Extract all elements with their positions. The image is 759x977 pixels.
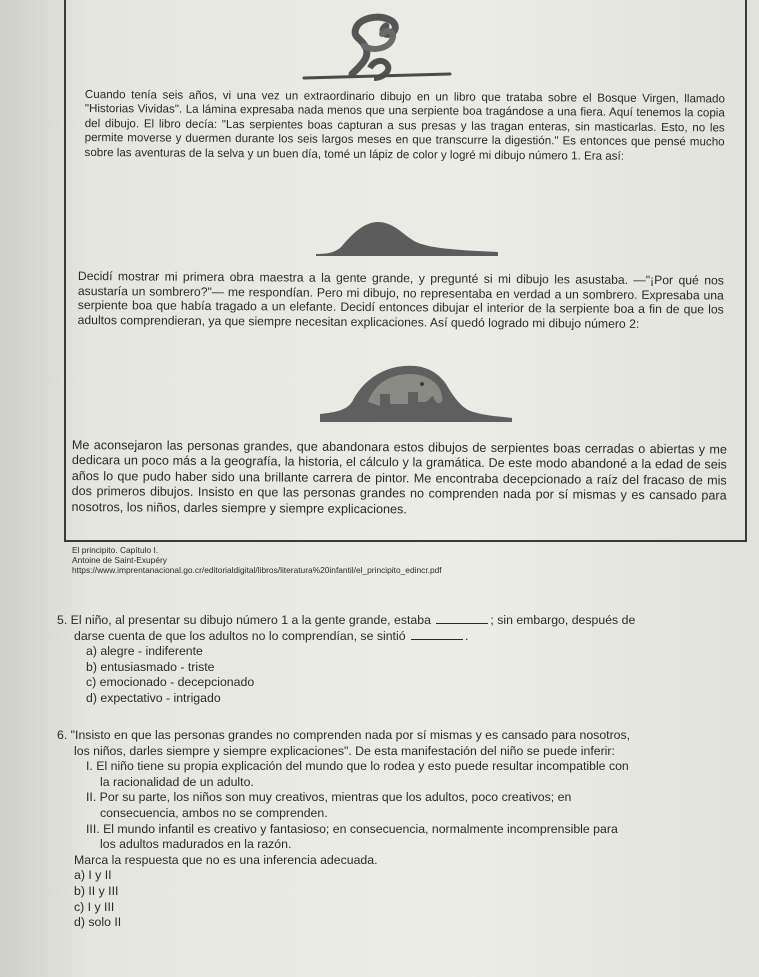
question-5-blank-2 bbox=[411, 629, 463, 640]
question-6-instruction: Marca la respuesta que no es una inferencia adecuada. bbox=[74, 852, 378, 867]
citation-author: Antoine de Saint-Exupéry bbox=[72, 555, 167, 565]
citation bbox=[72, 545, 752, 575]
question-5-stem-line-1 bbox=[57, 613, 747, 629]
citation-work: El principito. Capítulo I. bbox=[72, 545, 159, 555]
question-6-option-d: d) solo II bbox=[74, 915, 122, 930]
question-6-statement-3: III. El mundo infantil es creativo y fantasioso; en consecuencia, normalmente incomprensible para bbox=[86, 821, 618, 836]
question-5 bbox=[57, 613, 747, 707]
question-5-option-c: c) emocionado - decepcionado bbox=[86, 675, 255, 690]
question-5-option-d: d) expectativo - intrigado bbox=[86, 690, 221, 705]
question-5-option-a: a) alegre - indiferente bbox=[86, 644, 203, 659]
question-6-option-a: a) I y II bbox=[74, 868, 112, 883]
question-6-statement-2: II. Por su parte, los niños son muy creativos, mientras que los adultos, poco creativos; en bbox=[86, 790, 572, 805]
question-6-option-b: b) II y III bbox=[74, 883, 119, 898]
question-6-stem-line-2: los niños, darles siempre y siempre explicaciones". De esta manifestación del niño se puede inferir: bbox=[74, 743, 615, 758]
drawing-number-2-boa-elephant bbox=[318, 362, 514, 424]
question-6-statement-1-cont: la racionalidad de un adulto. bbox=[100, 774, 254, 789]
question-6-stem-line-1: 6. "Insisto en que las personas grandes no comprenden nada por sí mismas y es cansado para nosotros, bbox=[57, 728, 631, 742]
question-5-option-b: b) entusiasmado - triste bbox=[86, 659, 215, 674]
question-6-statement-2-cont: consecuencia, ambos no se comprenden. bbox=[100, 805, 328, 820]
excerpt-paragraph-1: Cuando tenía seis años, vi una vez un extraordinario dibujo en un libro que trataba sobre el Bosque Virgen, llamado "Historias Vividas". La lámina expresaba nada menos que una serpiente boa tragándose a una fiera. Aquí tenemos la copia del dibujo. El libro decía: "Las serpientes boas capturan a sus presas y las tragan enteras, sin masticarlas. Esto, no les permite moverse y duermen durante los seis largos meses en que transcurre la digestión." Es entonces que pensé mucho sobre las aventuras de la selva y un buen día, tomé un lápiz de color y logré mi dibujo número 1. Era así: bbox=[84, 88, 725, 163]
boa-swallowing-beast-drawing bbox=[300, 8, 465, 88]
question-5-stem-middle: ; sin embargo, después de bbox=[490, 613, 636, 627]
question-6-option-c: c) I y III bbox=[74, 899, 115, 914]
drawing-number-1-hat bbox=[312, 218, 502, 262]
citation-url: https://www.imprentanacional.go.cr/editorialdigital/libros/literatura%20infantil/el_principito_edincr.pdf bbox=[72, 565, 442, 575]
question-5-stem-line-2 bbox=[57, 629, 747, 645]
question-5-stem-end: . bbox=[464, 628, 469, 643]
question-5-stem-line2-text: darse cuenta de que los adultos no lo comprendían, se sintió bbox=[74, 628, 406, 643]
question-5-stem-start: 5. El niño, al presentar su dibujo número 1 a la gente grande, estaba bbox=[57, 613, 431, 627]
question-6-statement-3-cont: los adultos madurados en la razón. bbox=[100, 837, 292, 852]
excerpt-paragraph-2: Decidí mostrar mi primera obra maestra a la gente grande, y pregunté si mi dibujo les asustaba. —"¡Por qué nos asustaría un sombrero?"— me respondían. Pero mi dibujo, no representaba en verdad a un sombrero. Expresaba una serpiente boa que había tragado a un elefante. Decidí entonces dibujar el interior de la serpiente boa a fin de que los adultos comprendieran, ya que siempre necesitan explicaciones. Así quedó logrado mi dibujo número 2: bbox=[77, 269, 724, 331]
question-6 bbox=[57, 728, 747, 931]
question-6-statement-1: I. El niño tiene su propia explicación del mundo que lo rodea y esto puede resultar incompatible con bbox=[86, 759, 629, 774]
excerpt-paragraph-3: Me aconsejaron las personas grandes, que abandonara estos dibujos de serpientes boas cerradas o abiertas y me dedicara un poco más a la geografía, la historia, el cálculo y la gramática. De este modo abandoné a la edad de seis años lo que pudo haber sido una brillante carrera de pintor. Me encontraba decepcionado a raíz del fracaso de mis dos primeros dibujos. Insisto en que las personas grandes no comprenden nada por sí mismas y es cansado para nosotros, los niños, darles siempre y siempre explicaciones. bbox=[71, 438, 727, 516]
question-5-blank-1 bbox=[436, 613, 488, 624]
